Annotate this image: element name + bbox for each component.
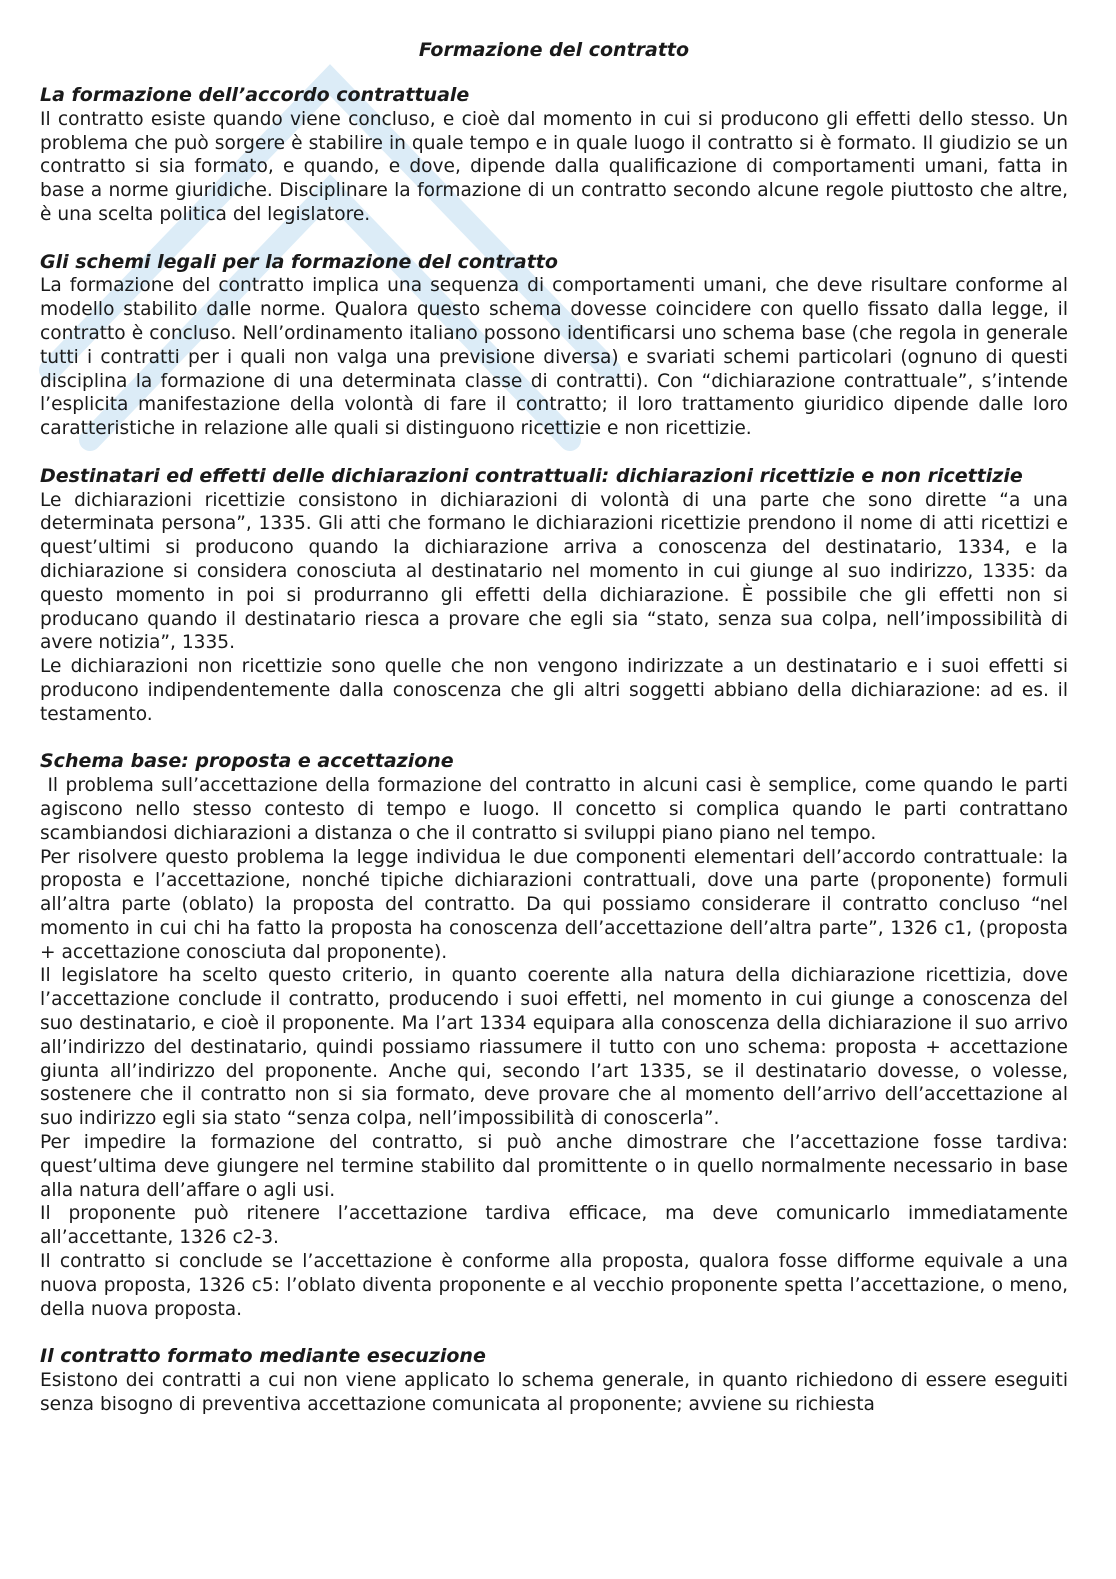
document-title: Formazione del contratto	[418, 39, 690, 61]
paragraph: Il contratto esiste quando viene concluso, e cioè dal momento in cui si producono gli effetti dello stesso. Un problema che può sorgere è stabilire in quale tempo e in quale luogo il contratto si è formato. Il giudizio se un contratto si sia formato, e quando, e dove, dipende dalla qualificazione di comportamenti umani, fatta in base a norme giuridiche. Disciplinare la formazione di un contratto secondo alcune regole piuttosto che altre, è una scelta politica del legislatore.	[40, 108, 1068, 225]
section-heading: Gli schemi legali per la formazione del contratto	[40, 250, 558, 273]
paragraph: Le dichiarazioni non ricettizie sono quelle che non vengono indirizzate a un destinatario e i suoi effetti si producono indipendentemente dalla conoscenza che gli altri soggetti abbiano della dichiarazione: ad es. il testamento.	[40, 656, 1068, 725]
section-heading: Destinatari ed effetti delle dichiarazioni contrattuali: dichiarazioni ricettizie e non ricettizie	[40, 464, 1023, 487]
document-page	[40, 38, 1074, 1440]
section-heading: Il contratto formato mediante esecuzione	[40, 1345, 486, 1368]
paragraph: Il problema sull’accettazione della formazione del contratto in alcuni casi è semplice, come quando le parti agiscono nello stesso contesto di tempo e luogo. Il concetto si complica quando le parti contrattano scambiandosi dichiarazioni a distanza o che il contratto si sviluppi piano piano nel tempo.	[40, 775, 1074, 844]
paragraph: La formazione del contratto implica una sequenza di comportamenti umani, che deve risultare conforme al modello stabilito dalle norme. Qualora questo schema dovesse coincidere con quello fissato dalla legge, il contratto è concluso. Nell’ordinamento italiano possono identificarsi uno schema base (che regola in generale tutti i contratti per i quali non valga una previsione diversa) e svariati schemi particolari (ognuno di questi disciplina la formazione di una determinata classe di contratti). Con “dichiarazione contrattuale”, s’intende l’esplicita manifestazione della volontà di fare il contratto; il loro trattamento giuridico dipende dalle loro caratteristiche in relazione alle quali si distinguono ricettizie e non ricettizie.	[40, 275, 1068, 440]
section-contratto-esecuzione	[40, 1345, 1068, 1416]
paragraph: Per impedire la formazione del contratto, si può anche dimostrare che l’accettazione fosse tardiva: quest’ultima deve giungere nel termine stabilito dal promittente o in quello normalmente necessario in base alla natura dell’affare o agli usi.	[40, 1132, 1068, 1201]
section-destinatari-effetti	[40, 465, 1068, 727]
paragraph: Le dichiarazioni ricettizie consistono in dichiarazioni di volontà di una parte che sono dirette “a una determinata persona”, 1335. Gli atti che formano le dichiarazioni ricettizie prendono il nome di atti ricettizi e quest’ultimi si producono quando la dichiarazione arriva a conoscenza del destinatario, 1334, e la dichiarazione si considera conosciuta al destinatario nel momento in cui giunge al suo indirizzo, 1335: da questo momento in poi si produrranno gli effetti della dichiarazione. È possibile che gli effetti non si producano quando il destinatario riesca a provare che egli sia “stato, senza sua colpa, nell’impossibilità di avere notizia”, 1335.	[40, 489, 1068, 654]
paragraph: Esistono dei contratti a cui non viene applicato lo schema generale, in quanto richiedono di essere eseguiti senza bisogno di preventiva accettazione comunicata al proponente; avviene su richiesta	[40, 1370, 1068, 1415]
section-formazione-accordo	[40, 84, 1068, 227]
paragraph: Per risolvere questo problema la legge individua le due componenti elementari dell’accordo contrattuale: la proposta e l’accettazione, nonché tipiche dichiarazioni contrattuali, dove una parte (proponente) formuli all’altra parte (oblato) la proposta del contratto. Da qui possiamo considerare il contratto concluso “nel momento in cui chi ha fatto la proposta ha conoscenza dell’accettazione dell’altra parte”, 1326 c1, (proposta + accettazione conosciuta dal proponente).	[40, 846, 1068, 963]
paragraph: Il contratto si conclude se l’accettazione è conforme alla proposta, qualora fosse difforme equivale a una nuova proposta, 1326 c5: l’oblato diventa proponente e al vecchio proponente spetta l’accettazione, o meno, della nuova proposta.	[40, 1251, 1068, 1320]
section-heading: La formazione dell’accordo contrattuale	[40, 84, 470, 106]
paragraph: Il proponente può ritenere l’accettazione tardiva efficace, ma deve comunicarlo immediatamente all’accettante, 1326 c2-3.	[40, 1203, 1068, 1249]
section-schema-base	[40, 750, 1074, 1321]
section-heading: Schema base: proposta e accettazione	[40, 750, 454, 773]
section-schemi-legali	[40, 251, 1068, 441]
paragraph: Il legislatore ha scelto questo criterio, in quanto coerente alla natura della dichiarazione ricettizia, dove l’accettazione conclude il contratto, producendo i suoi effetti, nel momento in cui giunge a conoscenza del suo destinatario, e cioè il proponente. Ma l’art 1334 equipara alla conoscenza della dichiarazione il suo arrivo all’indirizzo del destinatario, quindi possiamo riassumere il tutto con uno schema: proposta + accettazione giunta all’indirizzo del proponente. Anche qui, secondo l’art 1335, se il destinatario dovesse, o volesse, sostenere che il contratto non si sia formato, deve provare che al momento dell’arrivo dell’accettazione al suo indirizzo egli sia stato “senza colpa, nell’impossibilità di conoscerla”.	[40, 965, 1068, 1130]
